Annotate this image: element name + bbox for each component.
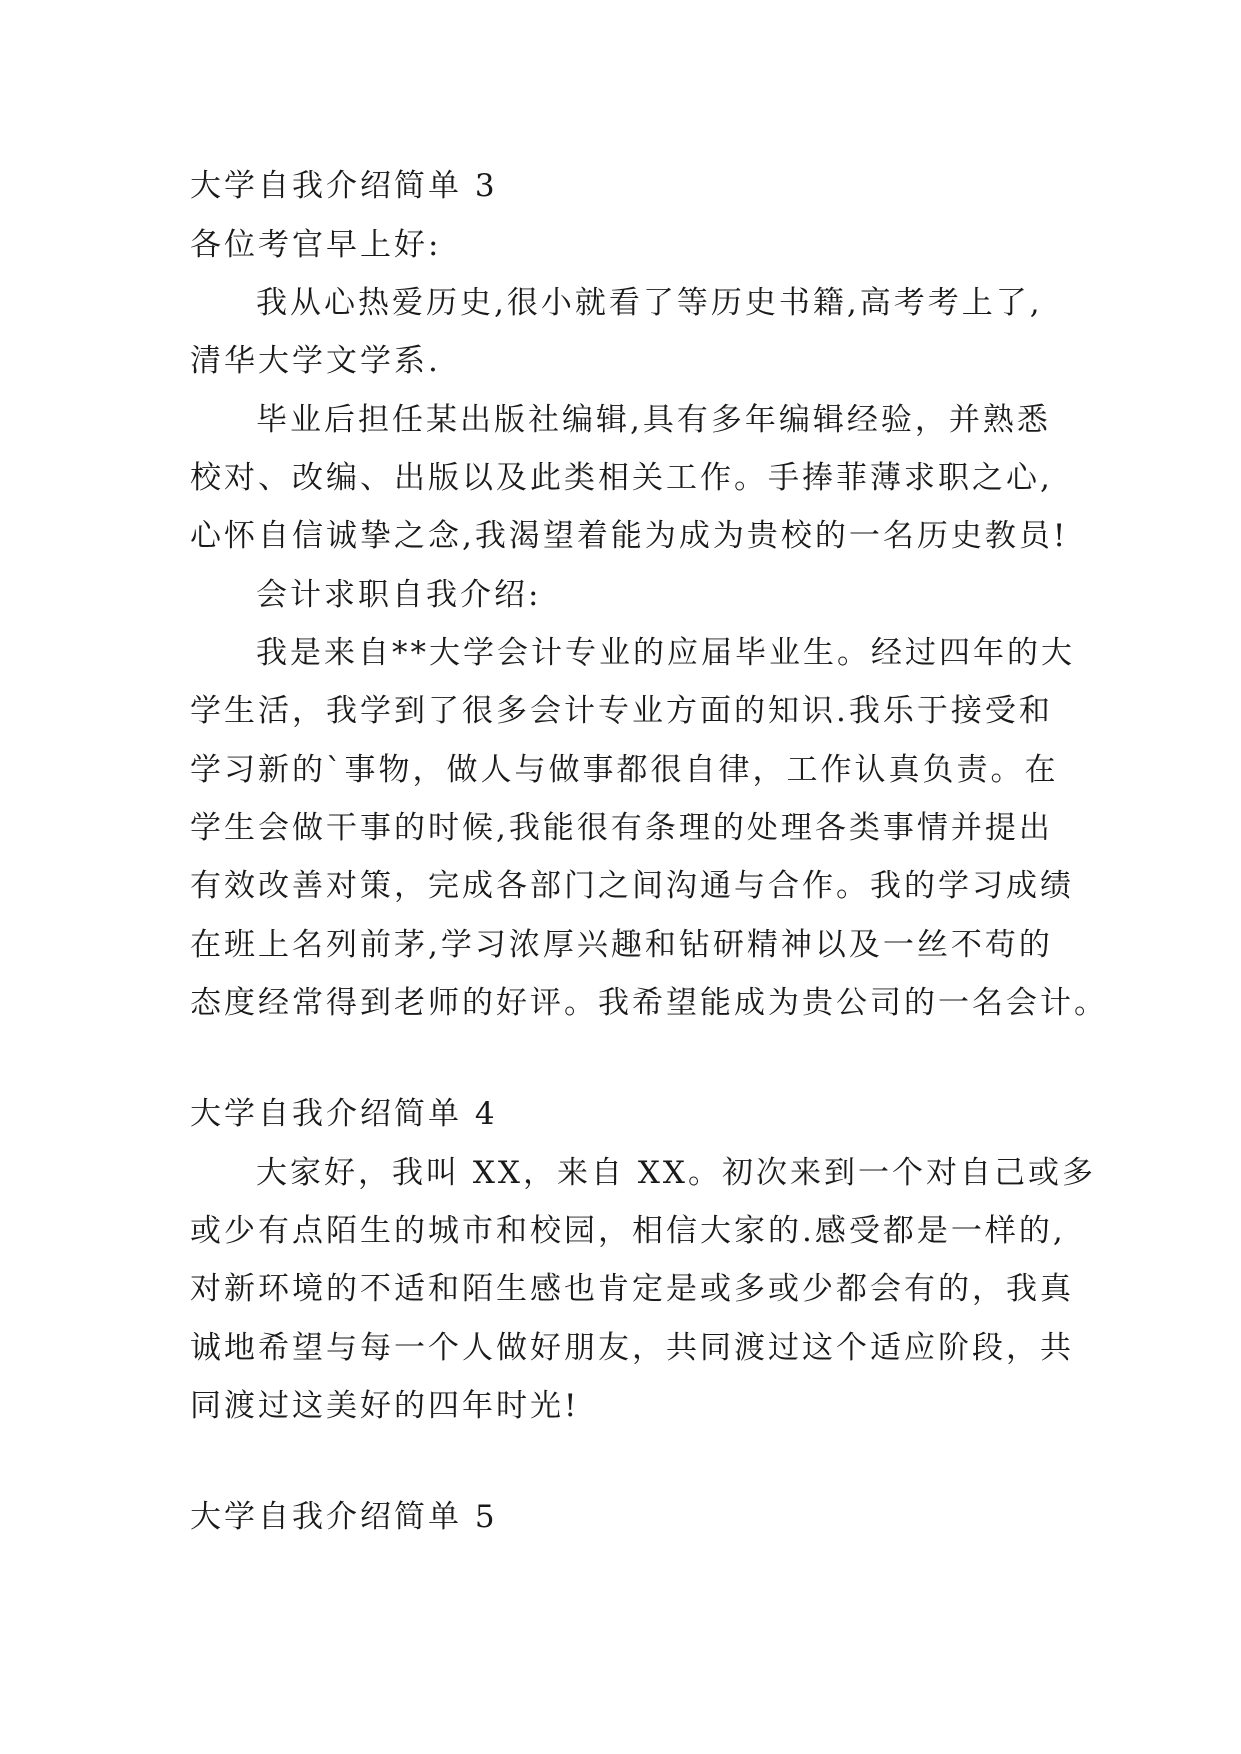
paragraph-line: 或少有点陌生的城市和校园，相信大家的.感受都是一样的, <box>190 1213 1066 1249</box>
paragraph-line: 学生会做干事的时候,我能很有条理的处理各类事情并提出 <box>190 810 1053 846</box>
section-3-heading: 大学自我介绍简单 3 <box>190 168 498 204</box>
paragraph-line: 学习新的`事物，做人与做事都很自律，工作认真负责。在 <box>190 752 1059 788</box>
section-5-heading: 大学自我介绍简单 5 <box>190 1499 498 1535</box>
paragraph-line: 同渡过这美好的四年时光! <box>190 1388 580 1424</box>
paragraph-line: 对新环境的不适和陌生感也肯定是或多或少都会有的，我真 <box>190 1271 1074 1307</box>
paragraph-line: 大家好，我叫 XX，来自 XX。初次来到一个对自己或多 <box>256 1155 1096 1191</box>
section-4-heading: 大学自我介绍简单 4 <box>190 1096 498 1132</box>
paragraph-line: 清华大学文学系. <box>190 343 441 379</box>
paragraph-line: 在班上名列前茅,学习浓厚兴趣和钻研精神以及一丝不苟的 <box>190 927 1053 963</box>
paragraph-line: 学生活，我学到了很多会计专业方面的知识.我乐于接受和 <box>190 693 1053 729</box>
paragraph-line: 诚地希望与每一个人做好朋友，共同渡过这个适应阶段，共 <box>190 1330 1074 1366</box>
paragraph-line: 毕业后担任某出版社编辑,具有多年编辑经验，并熟悉 <box>256 402 1051 438</box>
paragraph-line: 会计求职自我介绍: <box>256 577 542 613</box>
paragraph-line: 校对、改编、出版以及此类相关工作。手捧菲薄求职之心, <box>190 460 1053 496</box>
paragraph-line: 有效改善对策，完成各部门之间沟通与合作。我的学习成绩 <box>190 868 1074 904</box>
paragraph-line: 态度经常得到老师的好评。我希望能成为贵公司的一名会计。 <box>190 985 1108 1021</box>
paragraph-line: 心怀自信诚挚之念,我渴望着能为成为贵校的一名历史教员! <box>190 518 1069 554</box>
greeting-line: 各位考官早上好: <box>190 227 442 263</box>
paragraph-line: 我是来自**大学会计专业的应届毕业生。经过四年的大 <box>256 635 1075 671</box>
paragraph-line: 我从心热爱历史,很小就看了等历史书籍,高考考上了, <box>256 285 1043 321</box>
